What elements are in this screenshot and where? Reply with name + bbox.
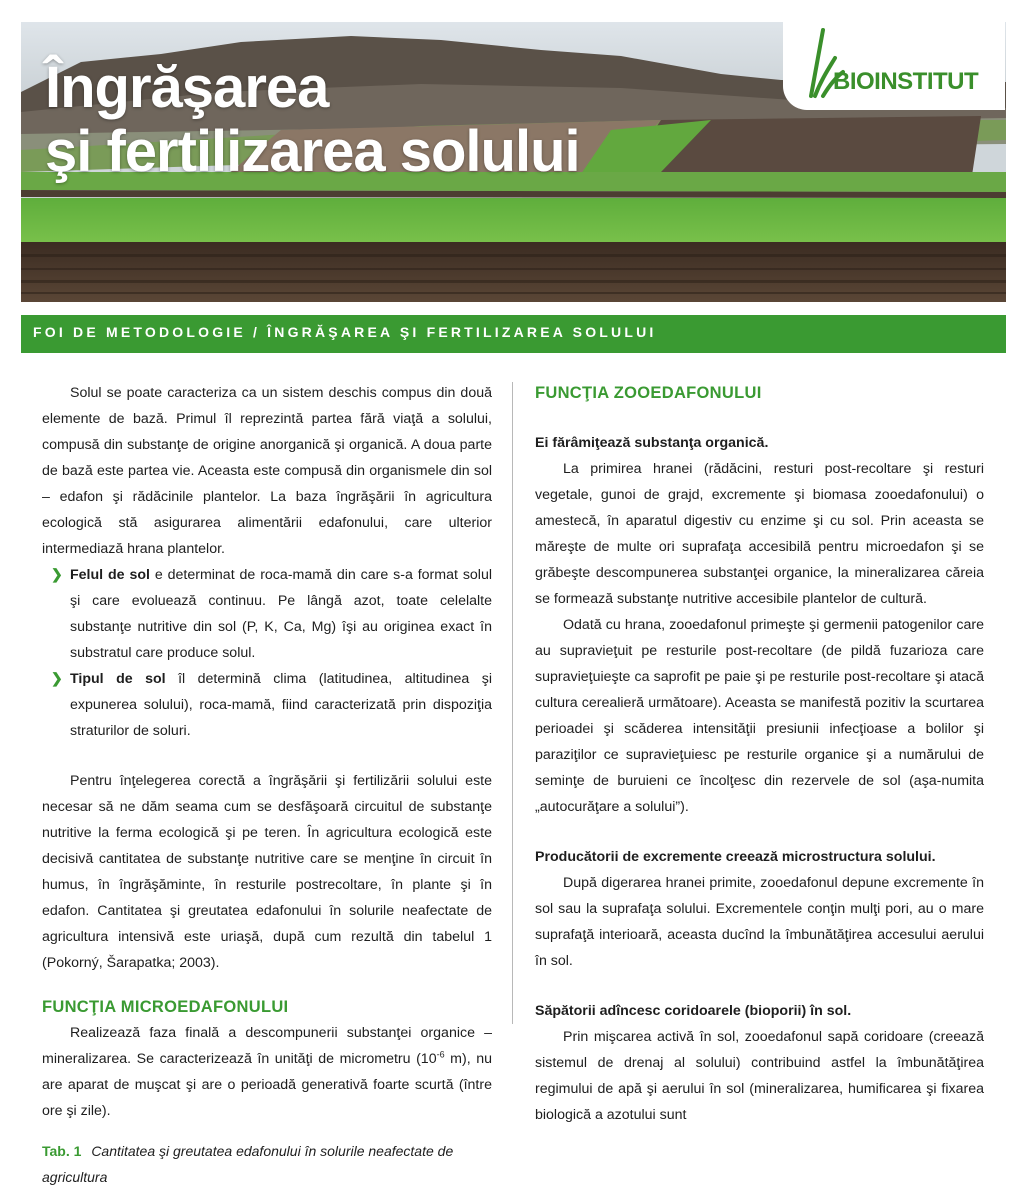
heading-microedafon: FUNCŢIA MICROEDAFONULUI	[42, 998, 289, 1016]
zoo-paragraph-4: Prin mişcarea activă în sol, zooedafonul sapă coridoare (creează sistemul de drenaj al solului) contribuind astfel la îmbunătăţirea regimului de apă şi aerului în sol (mineralizarea, humificarea şi fixarea biologică a azotului sunt	[535, 1029, 984, 1123]
title-line-2: şi fertilizarea solului	[45, 119, 580, 184]
bullet-text: îl determină clima (latitudinea, altitudinea şi expunerea solului), roca-mamă, fiind caracterizată prin dispoziţia straturilor de soluri.	[70, 671, 492, 739]
chevron-right-icon: ❯	[51, 567, 63, 583]
soil-bullet-list	[42, 562, 492, 744]
table-label: Tab. 1	[42, 1143, 82, 1159]
heading-zooedafon: FUNCŢIA ZOOEDAFONULUI	[535, 384, 762, 402]
micro-text-b: m), nu are aparat de muşcat şi are o perioadă generativă foarte scurtă (între ore şi zile).	[42, 1051, 493, 1119]
hero-image	[21, 22, 1006, 302]
zoo-paragraph-3: După digerarea hranei primite, zooedafonul depune excremente în sol sau la suprafaţa solului. Excrementele conţin mulţi pori, au o mare suprafaţă interioară, aceasta ducînd la îmbunătăţirea accesului aerului în sol.	[535, 875, 984, 969]
microedafon-paragraph	[42, 1020, 492, 1124]
logo-bio: BIO	[833, 68, 875, 95]
intro-paragraph: Solul se poate caracteriza ca un sistem deschis compus din două elemente de bază. Primul îl reprezintă partea fără viaţă a solului, compusă din substanţe de origine anorganică şi organică. A doua parte de bază este partea vie. Aceasta este compusă din organismele din sol – edafon şi rădăcinile plantelor. La baza îngrăşării în agricultura ecologică stă asigurarea alimentării edafonului, care ulterior intermediază hrana plantelor.	[42, 385, 492, 557]
title-line-1: Îngrăşarea	[45, 55, 329, 120]
logo-wordmark	[833, 68, 978, 96]
bullet-term: Tipul de sol	[70, 671, 166, 687]
bullet-soil-kind	[42, 562, 492, 666]
subheading-excrement-text: Producătorii de excremente creează microstructura solului.	[535, 849, 936, 865]
micro-exponent: -6	[436, 1049, 445, 1060]
micro-text-a: Realizează faza finală a descompunerii substanţei organice – mineralizarea. Se caracterizează în unităţi de micrometru (10	[42, 1025, 492, 1067]
subheading-diggers	[535, 998, 984, 1024]
subheading-fragment	[535, 430, 984, 456]
right-column	[535, 380, 984, 1128]
table-caption	[42, 1138, 492, 1190]
subheading-fragment-text: Ei fărâmiţează substanţa organică.	[535, 435, 769, 451]
subheading-excrement	[535, 844, 984, 870]
table-caption-text: Cantitatea şi greutatea edafonului în solurile neafectate de agricultura	[42, 1143, 454, 1185]
section-banner	[21, 315, 1006, 353]
bullet-text: e determinat de roca-mamă din care s-a format solul şi care evoluează continuu. Pe lângă azot, toate celelalte substanţe nutritive din sol (P, K, Ca, Mg) îşi au originea exact în substratul care produce solul.	[70, 567, 492, 661]
chevron-right-icon: ❯	[51, 671, 63, 687]
bullet-soil-type	[42, 666, 492, 744]
logo-institut: INSTITUT	[874, 68, 979, 95]
zoo-paragraph-1: La primirea hranei (rădăcini, resturi post-recoltare şi resturi vegetale, gunoi de grajd, excremente şi biomasa zooedafonului) o amestecă, în aparatul digestiv cu enzime şi cu sol. Prin aceasta se măreşte de multe ori suprafaţa accesibilă pentru microedafon şi se grăbeşte descompunerea substanţei organice, la mineralizarea căreia se formează substanţe nutritive accesibile plantelor de cultură.	[535, 461, 984, 607]
column-divider	[512, 382, 513, 1024]
bullet-term: Felul de sol	[70, 567, 150, 583]
subheading-diggers-text: Săpătorii adîncesc coridoarele (bioporii) în sol.	[535, 1003, 852, 1019]
page-title	[45, 56, 580, 184]
nutrient-cycle-paragraph: Pentru înţelegerea corectă a îngrăşării şi fertilizării solului este necesar să ne dăm seama cum se desfăşoară circuitul de substanţe nutritive la ferma ecologică şi pe teren. În agricultura ecologică este decisivă cantitatea de substanţe nutritive care se menţine în circuit în humus, în îngrăşăminte, în resturile postrecoltare, în plante şi în edafon. Cantitatea şi greutatea edafonului în solurile neafectate de agricultura intensivă este uriaşă, după cum rezultă din tabelul 1 (Pokorný, Šarapatka; 2003).	[42, 773, 492, 971]
bioinstitut-logo	[783, 22, 1005, 110]
left-column	[42, 380, 492, 1190]
banner-text: FOI DE METODOLOGIE / ÎNGRĂŞAREA ŞI FERTILIZAREA SOLULUI	[33, 324, 657, 340]
zoo-paragraph-2: Odată cu hrana, zooedafonul primeşte şi germenii patogenilor care au supravieţuit pe resturile post-recoltare (de pildă fuzarioza care supravieţuieşte ca saprofit pe paie şi pe resturile post-recoltare şi atacă cultura cerealieră următoare). Aceasta se manifestă pozitiv la scurtarea perioadei şi scăderea intensităţii presiunii infecţioase a bolilor şi paraziţilor ce supravieţuiesc pe resturile organice şi a numărului de seminţe de buruieni ce încolţesc din rezervele de sol (aşa-numita „autocurăţare a solului”).	[535, 617, 984, 815]
